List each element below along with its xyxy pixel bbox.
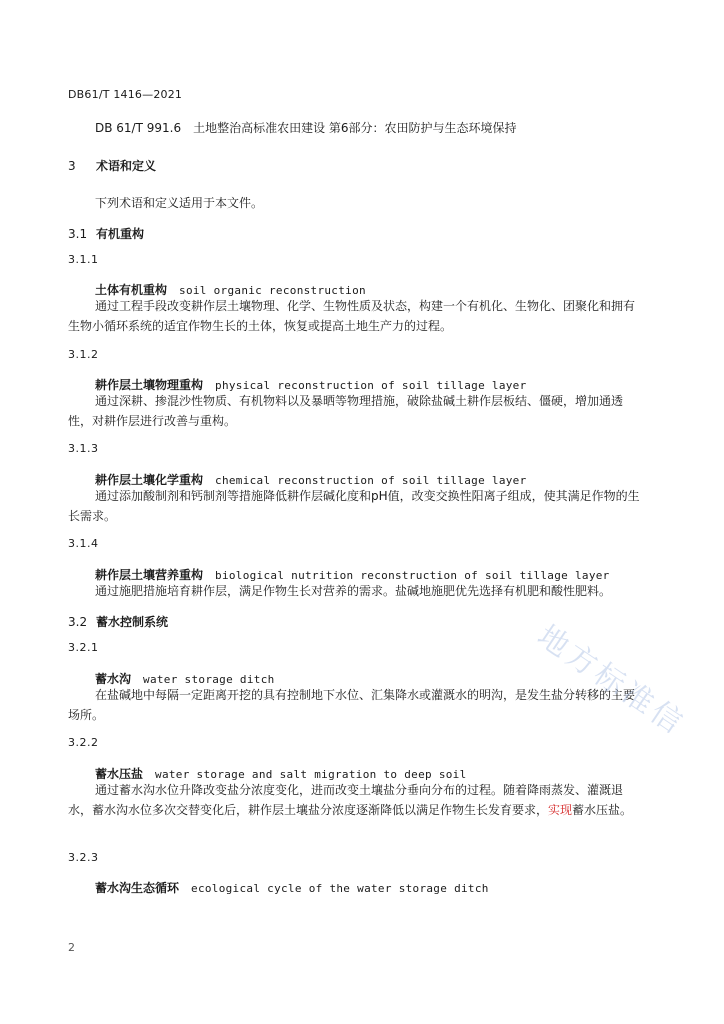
term-cn: 蓄水压盐 <box>95 767 144 781</box>
term-cn: 耕作层土壤物理重构 <box>95 378 204 392</box>
section-number: 3 <box>68 159 76 173</box>
term-number: 3.2.1 <box>68 641 99 654</box>
reference-title: 土地整治高标准农田建设 第6部分：农田防护与生态环境保持 <box>193 121 517 135</box>
term-number: 3.1.2 <box>68 348 99 361</box>
section-intro: 下列术语和定义适用于本文件。 <box>95 196 264 210</box>
term-definition <box>68 391 640 431</box>
subsection-3-2-heading <box>68 613 168 630</box>
definition-text: 在盐碱地中每隔一定距离开挖的具有控制地下水位、汇集降水或灌溉水的明沟，是发生盐分转移的主要场所。 <box>68 688 636 722</box>
normative-reference <box>95 119 517 136</box>
term-number: 3.1.4 <box>68 537 99 550</box>
highlighted-text: 实现 <box>548 803 573 817</box>
term-entry <box>95 879 489 896</box>
term-number: 3.1.1 <box>68 253 99 266</box>
definition-text-end: 蓄水压盐。 <box>572 803 633 817</box>
definition-text: 通过深耕、掺混沙性物质、有机物料以及暴晒等物理措施，破除盐碱土耕作层板结、僵硬，增加通透性，对耕作层进行改善与重构。 <box>68 394 624 428</box>
term-definition <box>68 581 640 601</box>
term-cn: 蓄水沟 <box>95 672 132 686</box>
term-en: soil organic reconstruction <box>179 284 366 297</box>
section-3-heading <box>68 157 156 174</box>
term-number: 3.1.3 <box>68 442 99 455</box>
term-cn: 土体有机重构 <box>95 283 168 297</box>
term-number: 3.2.3 <box>68 851 99 864</box>
subsection-title: 有机重构 <box>96 227 145 241</box>
page-number: 2 <box>68 941 75 954</box>
term-en: biological nutrition reconstruction of soil tillage layer <box>215 569 610 582</box>
definition-text: 通过工程手段改变耕作层土壤物理、化学、生物性质及状态，构建一个有机化、生物化、团聚化和拥有生物小循环系统的适宜作物生长的土体，恢复或提高土地生产力的过程。 <box>68 299 636 333</box>
term-cn: 蓄水沟生态循环 <box>95 881 180 895</box>
reference-code: DB 61/T 991.6 <box>95 121 182 135</box>
term-definition <box>68 685 640 725</box>
term-cn: 耕作层土壤营养重构 <box>95 568 204 582</box>
document-code-header: DB61/T 1416—2021 <box>68 88 183 101</box>
definition-text: 通过添加酸制剂和钙制剂等措施降低耕作层碱化度和pH值，改变交换性阳离子组成，使其满足作物的生长需求。 <box>68 489 640 523</box>
term-definition <box>68 486 640 526</box>
term-en: ecological cycle of the water storage ditch <box>191 882 489 895</box>
term-definition <box>68 296 640 336</box>
definition-text: 通过施肥措施培育耕作层，满足作物生长对营养的需求。盐碱地施肥优先选择有机肥和酸性肥料。 <box>95 584 612 598</box>
term-en: physical reconstruction of soil tillage layer <box>215 379 527 392</box>
term-en: water storage ditch <box>143 673 275 686</box>
subsection-title: 蓄水控制系统 <box>96 615 169 629</box>
watermark: 地方标准信 <box>530 618 692 743</box>
term-cn: 耕作层土壤化学重构 <box>95 473 204 487</box>
term-number: 3.2.2 <box>68 736 99 749</box>
section-title: 术语和定义 <box>96 159 157 173</box>
definition-text: 通过蓄水沟水位升降改变盐分浓度变化，进而改变土壤盐分垂向分布的过程。随着降雨蒸发、灌溉退水，蓄水沟水位多次交替变化后，耕作层土壤盐分浓度逐渐降低以满足作物生长发育要求， <box>68 783 624 817</box>
subsection-3-1-heading <box>68 225 144 242</box>
term-definition <box>68 780 640 820</box>
term-en: water storage and salt migration to deep soil <box>155 768 467 781</box>
subsection-number: 3.1 <box>68 227 88 241</box>
term-en: chemical reconstruction of soil tillage layer <box>215 474 527 487</box>
subsection-number: 3.2 <box>68 615 88 629</box>
